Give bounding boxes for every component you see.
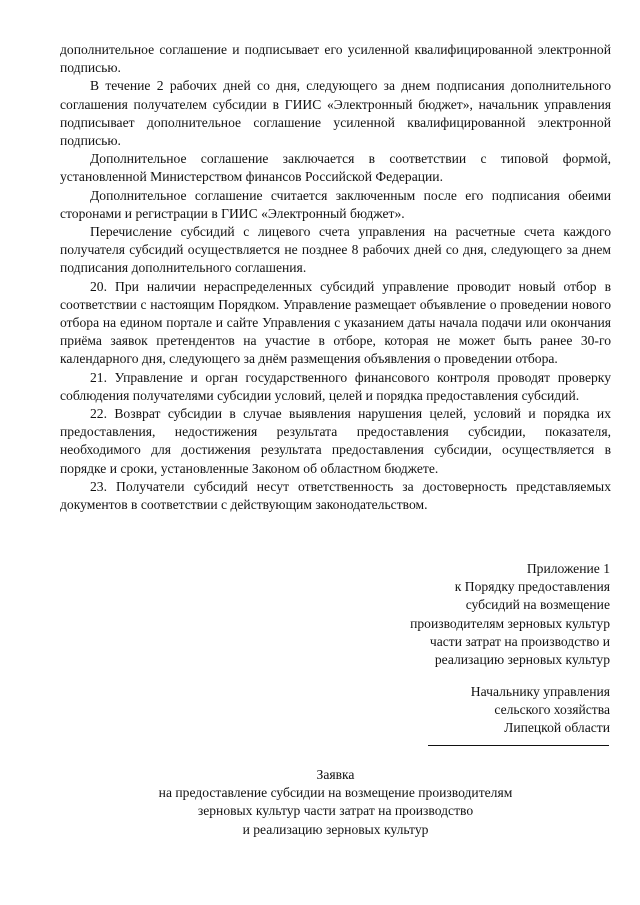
paragraph-item-23: 23. Получатели субсидий несут ответственность за достоверность представляемых документов в соответствии с действующим законодательством. — [60, 478, 611, 513]
paragraph-standard-form: Дополнительное соглашение заключается в соответствии с типовой формой, установленной Министерством финансов Российской Федерации. — [60, 151, 611, 185]
paragraph-item-20: 20. При наличии нераспределенных субсидий управление проводит новый отбор в соответствии с настоящим Порядком. Управление размещает объявление о проведении нового отбора на едином портале и сайте Управления с указанием даты начала подачи или окончания приёма заявок претендентов на участие в отборе, которая не может быть ранее 30-го календарного дня, следующего за днём размещения объявления о проведении отбора. — [60, 278, 611, 367]
appendix-line: субсидий на возмещение — [465, 597, 610, 613]
application-heading — [60, 766, 611, 839]
application-subtitle-line: зерновых культур части затрат на производство — [197, 803, 474, 819]
appendix-number: Приложение 1 — [526, 561, 610, 576]
appendix-line: к Порядку предоставления — [454, 579, 610, 595]
addressee-block — [330, 683, 610, 738]
signature-blank-line — [428, 745, 609, 746]
paragraph-signing-deadline: В течение 2 рабочих дней со дня, следующего за днем подписания дополнительного соглашения получателем субсидии в ГИИС «Электронный бюджет», начальник управления подписывает дополнительное соглашение усиленной квалифицированной электронной подписью. — [60, 78, 611, 149]
paragraph-transfer-of-subsidies: Перечисление субсидий с лицевого счета управления на расчетные счета каждого получателя субсидий осуществляется не позднее 8 рабочих дней со дня, следующего за днем подписания дополнительного соглашения. — [60, 224, 611, 276]
appendix-header — [330, 560, 610, 669]
appendix-line: реализацию зерновых культур — [434, 652, 610, 668]
application-title: Заявка — [316, 767, 355, 782]
paragraph-continuation: дополнительное соглашение и подписывает его усиленной квалифицированной электронной подписью. — [60, 42, 611, 76]
application-subtitle-line: и реализацию зерновых культур — [242, 821, 429, 837]
appendix-line: части затрат на производство и — [429, 633, 610, 649]
addressee-line: Липецкой области — [504, 720, 610, 736]
document-body — [60, 41, 611, 514]
addressee-line: сельского хозяйства — [494, 702, 610, 718]
addressee-line: Начальнику управления — [470, 684, 610, 699]
paragraph-item-21: 21. Управление и орган государственного финансового контроля проводят проверку соблюдения получателями субсидии условий, целей и порядка предоставления субсидий. — [60, 369, 611, 403]
paragraph-item-22: 22. Возврат субсидии в случае выявления нарушения целей, условий и порядка их предоставления, недостижения результата предоставления субсидии, показателя, необходимого для достижения результата предоставления субсидии, осуществляется в порядке и сроки, установленные Законом об областном бюджете. — [60, 406, 611, 476]
appendix-line: производителям зерновых культур — [410, 615, 610, 631]
paragraph-agreement-concluded: Дополнительное соглашение считается заключенным после его подписания обеими сторонами и регистрации в ГИИС «Электронный бюджет». — [60, 187, 611, 221]
application-subtitle-line: на предоставление субсидии на возмещение производителям — [158, 785, 513, 801]
